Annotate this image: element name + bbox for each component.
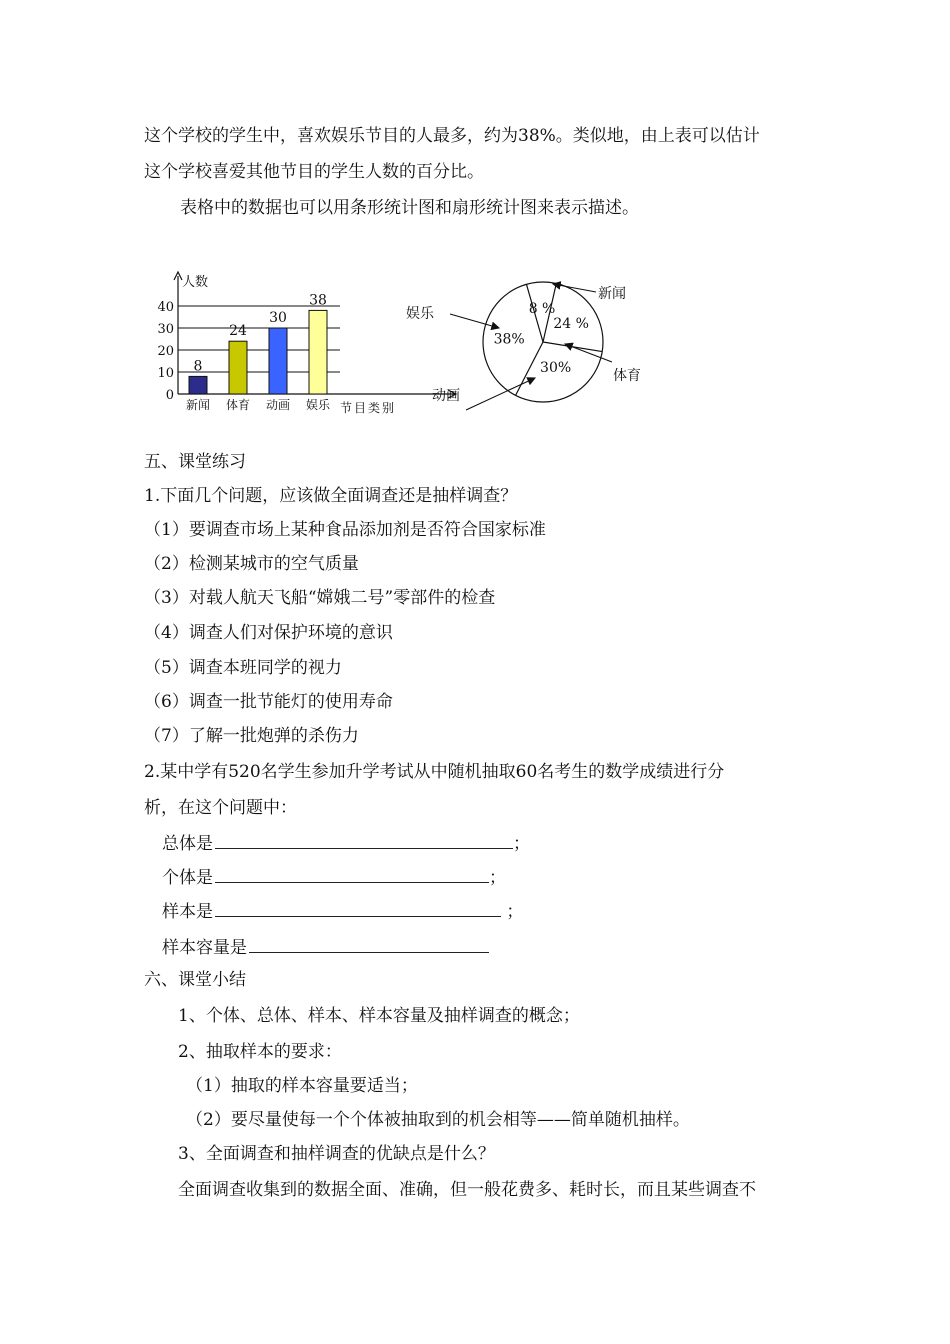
bar (189, 376, 207, 394)
fill-end: ； (513, 834, 530, 854)
paragraph-2: 表格中的数据也可以用条形统计图和扇形统计图来表示描述。 (180, 198, 639, 218)
pie-category-label: 动画 (432, 388, 460, 404)
answer-blank[interactable] (215, 864, 489, 883)
summary-4: 全面调查收集到的数据全面、准确，但一般花费多、耗时长，而且某些调查不 (178, 1180, 756, 1200)
x-axis-title: 节目类别 (340, 401, 397, 415)
q2-line2: 析，在这个问题中： (144, 798, 297, 818)
summary-2a: （1）抽取的样本容量要适当； (186, 1076, 418, 1096)
bar-value-label: 24 (229, 323, 247, 340)
question-1-item: （2）检测某城市的空气质量 (144, 554, 359, 574)
pie-value-label: 24 % (553, 315, 589, 332)
question-1-item: （5）调查本班同学的视力 (144, 658, 342, 678)
pie-category-label: 娱乐 (406, 306, 434, 322)
summary-3: 3、全面调查和抽样调查的优缺点是什么？ (178, 1144, 495, 1164)
question-1: 1.下面几个问题，应该做全面调查还是抽样调查？ (144, 486, 518, 506)
summary-2: 2、抽取样本的要求： (178, 1042, 342, 1062)
bar (269, 328, 287, 394)
fill-total (162, 830, 530, 856)
fill-end: ； (489, 868, 506, 888)
bar (309, 310, 327, 394)
section-5-title: 五、课堂练习 (144, 452, 246, 472)
bar-value-label: 38 (309, 292, 327, 309)
x-tick-label: 体育 (225, 398, 251, 412)
summary-1: 1、个体、总体、样本、样本容量及抽样调查的概念； (178, 1006, 580, 1026)
p1-line1: 这个学校的学生中，喜欢娱乐节目的人最多，约为38%。类似地，由上表可以估计 (144, 126, 760, 146)
question-1-item: （3）对载人航天飞船“嫦娥二号”零部件的检查 (144, 588, 496, 608)
pie-category-label: 体育 (613, 368, 641, 384)
bar-chart (157, 272, 456, 415)
fill-end: ； (506, 902, 524, 922)
pie-value-label: 8 % (528, 301, 556, 318)
p1-line2: 这个学校喜爱其他节目的学生人数的百分比。 (144, 162, 484, 182)
summary-2b: （2）要尽量使每一个个体被抽取到的机会相等——简单随机抽样。 (186, 1110, 690, 1130)
charts-svg (140, 268, 680, 428)
y-tick-label: 10 (157, 366, 174, 381)
x-tick-label: 娱乐 (305, 398, 331, 412)
y-axis-title: 人数 (182, 275, 209, 290)
x-tick-label: 新闻 (185, 398, 211, 412)
fill-label: 样本容量是 (162, 938, 247, 958)
bar-value-label: 30 (269, 310, 287, 326)
pie-value-label: 38% (493, 331, 525, 348)
section-6-title: 六、课堂小结 (144, 970, 246, 990)
question-1-item: （7）了解一批炮弹的杀伤力 (144, 726, 359, 746)
fill-label: 样本是 (162, 902, 213, 922)
pie-chart (406, 282, 641, 410)
bar (229, 341, 247, 394)
pie-value-label: 30% (540, 359, 572, 376)
answer-blank[interactable] (215, 830, 513, 849)
x-tick-label: 动画 (265, 398, 291, 412)
question-1-item: （4）调查人们对保护环境的意识 (144, 623, 393, 643)
question-1-item: （6）调查一批节能灯的使用寿命 (144, 692, 393, 712)
y-tick-label: 0 (165, 388, 174, 403)
y-tick-label: 40 (157, 300, 174, 315)
q2-line1: 2.某中学有520名学生参加升学考试从中随机抽取60名考生的数学成绩进行分 (144, 762, 725, 782)
fill-sample (162, 898, 523, 924)
charts-figure (140, 268, 680, 428)
answer-blank[interactable] (249, 934, 489, 953)
fill-individual (162, 864, 506, 890)
answer-blank[interactable] (215, 898, 501, 917)
y-tick-label: 20 (157, 344, 174, 359)
fill-label: 个体是 (162, 868, 213, 888)
pie-category-label: 新闻 (598, 286, 626, 302)
y-tick-label: 30 (157, 322, 174, 337)
fill-label: 总体是 (162, 834, 213, 854)
bar-value-label: 8 (193, 358, 203, 375)
fill-sample-size (162, 934, 489, 960)
question-1-item: （1）要调查市场上某种食品添加剂是否符合国家标准 (144, 520, 546, 540)
